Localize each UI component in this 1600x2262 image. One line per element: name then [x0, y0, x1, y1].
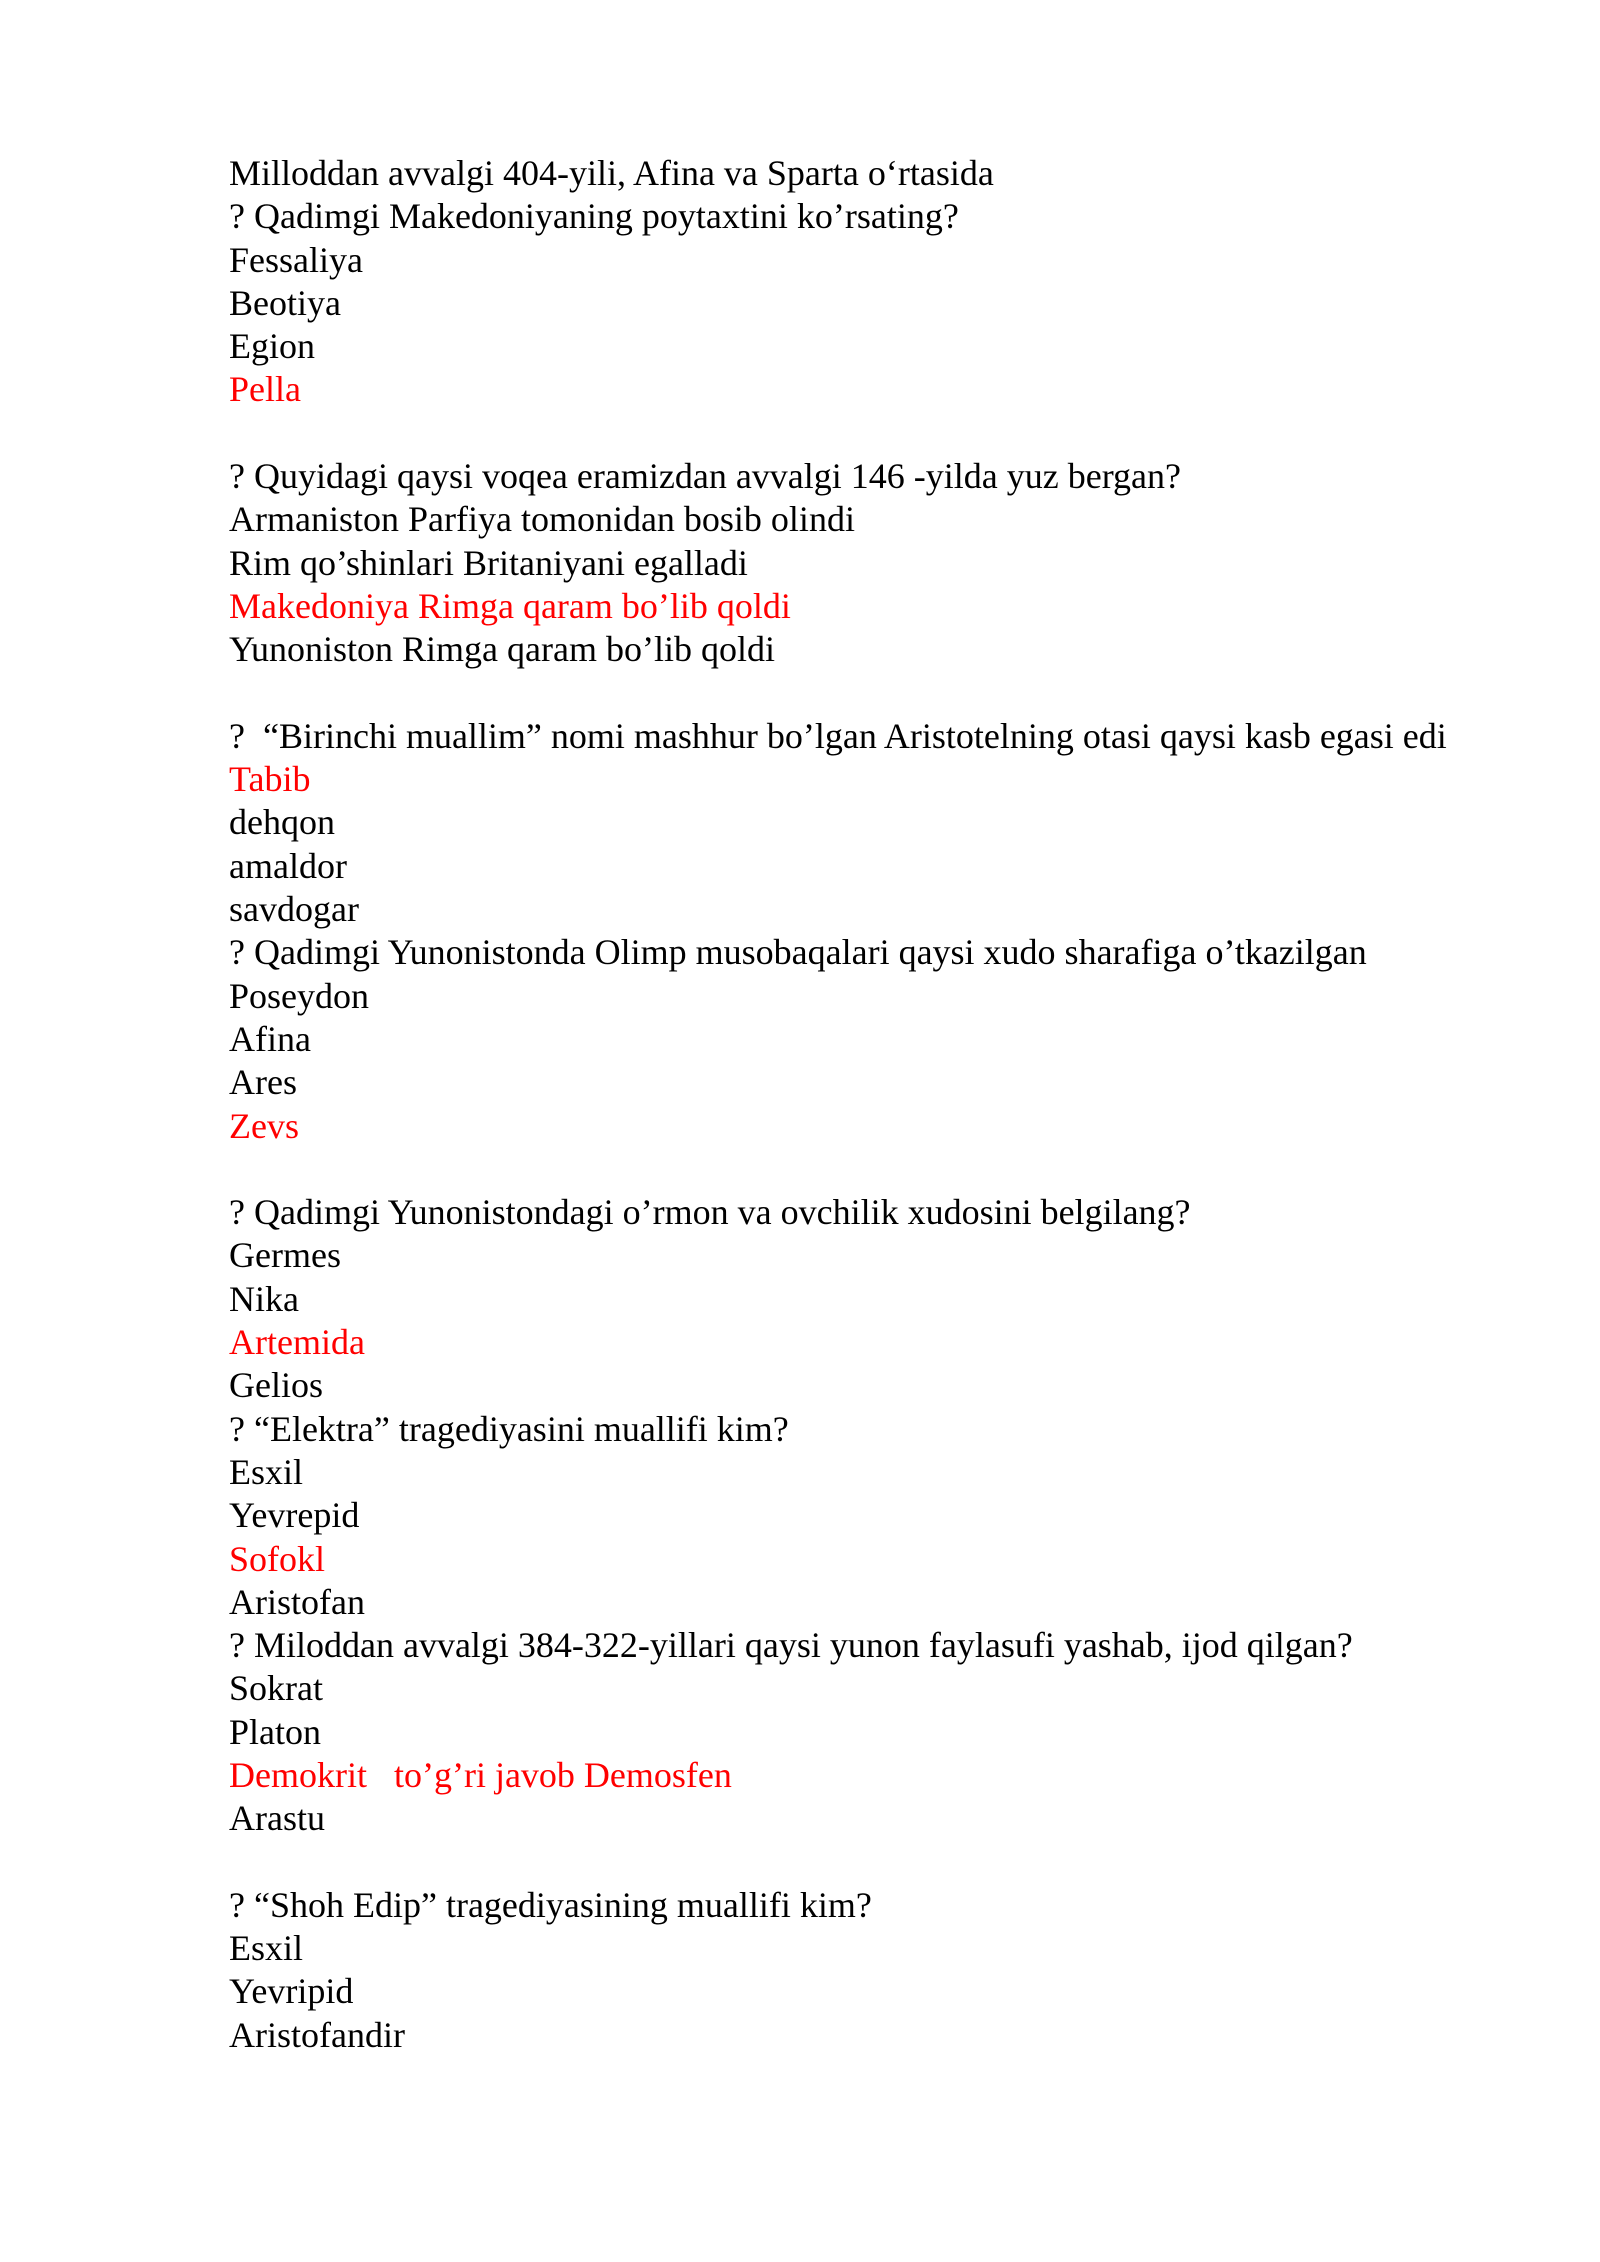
document-body [229, 152, 1479, 2057]
q3-correct-option: Tabib [229, 759, 311, 800]
q1-option-1: Fessaliya [229, 239, 363, 280]
question-8: ? “Shoh Edip” tragediyasining muallifi kim? [229, 1884, 872, 1925]
q8-option-3: Aristofandir [229, 2014, 405, 2055]
q8-option-2: Yevripid [229, 1971, 354, 2012]
q6-option-2: Yevrepid [229, 1495, 360, 1536]
q3-option-3: amaldor [229, 845, 347, 886]
q6-correct-option: Sofokl [229, 1538, 326, 1579]
q2-option-2: Rim qo’shinlari Britaniyani egalladi [229, 542, 748, 583]
q5-correct-option: Artemida [229, 1322, 365, 1363]
q3-option-2: dehqon [229, 802, 335, 843]
q7-correct-option: Demokrit to’g’ri javob Demosfen [229, 1754, 732, 1795]
question-4: ? Qadimgi Yunonistonda Olimp musobaqalari qaysi xudo sharafiga o’tkazilgan [229, 932, 1367, 973]
question-6: ? “Elektra” tragediyasini muallifi kim? [229, 1408, 789, 1449]
question-1: ? Qadimgi Makedoniyaning poytaxtini ko’rsating? [229, 196, 959, 237]
q6-option-1: Esxil [229, 1451, 304, 1492]
q5-option-1: Germes [229, 1235, 341, 1276]
blank-line [229, 1148, 1479, 1191]
q1-option-2: Beotiya [229, 282, 341, 323]
q5-option-2: Nika [229, 1278, 299, 1319]
q2-option-1: Armaniston Parfiya tomonidan bosib olindi [229, 499, 855, 540]
blank-line [229, 1841, 1479, 1884]
q3-option-4: savdogar [229, 889, 359, 930]
question-5: ? Qadimgi Yunonistondagi o’rmon va ovchilik xudosini belgilang? [229, 1192, 1191, 1233]
q6-option-4: Aristofan [229, 1581, 365, 1622]
q7-option-2: Platon [229, 1711, 322, 1752]
question-3: ? “Birinchi muallim” nomi mashhur bo’lgan Aristotelning otasi qaysi kasb egasi edi [229, 715, 1447, 756]
q7-option-1: Sokrat [229, 1668, 323, 1709]
q1-correct-option: Pella [229, 369, 301, 410]
q4-correct-option: Zevs [229, 1105, 299, 1146]
q7-option-4: Arastu [229, 1798, 325, 1839]
blank-line [229, 412, 1479, 455]
question-7: ? Miloddan avvalgi 384-322-yillari qaysi yunon faylasufi yashab, ijod qilgan? [229, 1625, 1353, 1666]
q4-option-3: Ares [229, 1062, 297, 1103]
intro-line: Milloddan avvalgi 404-yili, Afina va Sparta o‘rtasida [229, 153, 994, 193]
q8-option-1: Esxil [229, 1928, 304, 1969]
q4-option-1: Poseydon [229, 975, 370, 1016]
question-2: ? Quyidagi qaysi voqea eramizdan avvalgi 146 -yilda yuz bergan? [229, 456, 1181, 497]
q1-option-3: Egion [229, 326, 315, 367]
q2-option-4: Yunoniston Rimga qaram bo’lib qoldi [229, 629, 775, 670]
blank-line [229, 672, 1479, 715]
q5-option-4: Gelios [229, 1365, 323, 1406]
q2-correct-option: Makedoniya Rimga qaram bo’lib qoldi [229, 585, 791, 626]
q4-option-2: Afina [229, 1018, 311, 1059]
